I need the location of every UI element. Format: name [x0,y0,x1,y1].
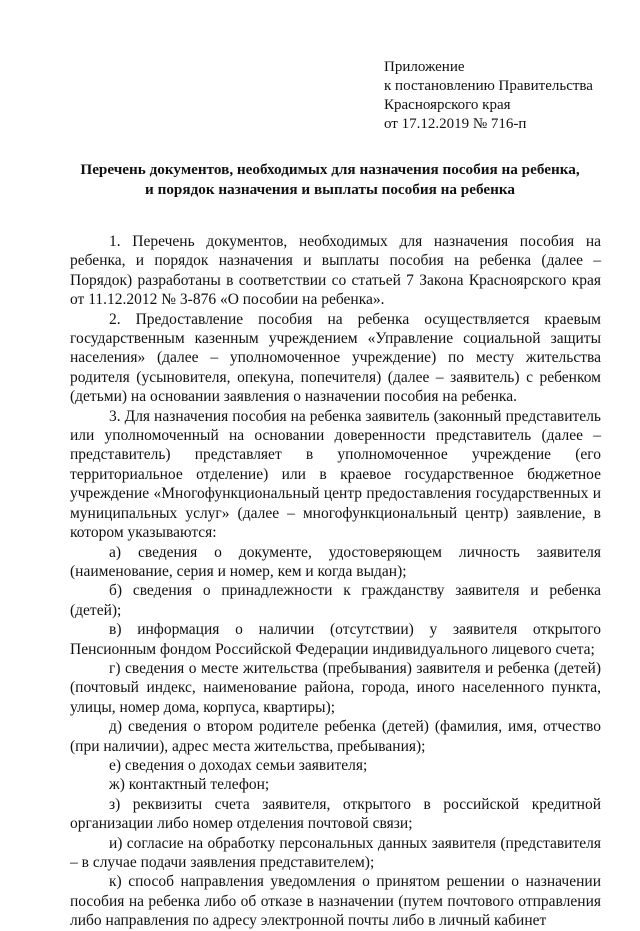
paragraph-1: 1. Перечень документов, необходимых для назначения пособия на ребенка, и порядок назначения и выплаты пособия на ребенка (далее – Порядок) разработаны в соответствии со статьей 7 Закона Красноярского края от 11.12.2012 № 3-876 «О пособии на ребенка». [70,233,601,309]
paragraph-2: 2. Предоставление пособия на ребенка осуществляется краевым государственным казенным учреждением «Управление социальной защиты населения» (далее – уполномоченное учреждение) по месту жительства родителя (усыновителя, опекуна, попечителя) (далее – заявитель) с ребенком (детьми) на основании заявления о назначении пособия на ребенка. [70,310,601,406]
list-item-d: д) сведения о втором родителе ребенка (детей) (фамилия, имя, отчество (при наличии), адрес места жительства, пребывания); [70,718,601,755]
document-body [70,232,601,931]
list-item-a: а) сведения о документе, удостоверяющем личность заявителя (наименование, серия и номер, кем и когда выдан); [70,543,601,580]
list-item-k: к) способ направления уведомления о принятом решении о назначении пособия на ребенка либо об отказе в назначении (путем почтового отправления либо направления по адресу электронной почты либо в личный кабинет [70,873,601,930]
list-item-v: в) информация о наличии (отсутствии) у заявителя открытого Пенсионным фондом Российской Федерации индивидуального лицевого счета; [70,621,601,658]
title-line: Перечень документов, необходимых для назначения пособия на ребенка, [80,161,580,178]
list-item-zh: ж) контактный телефон; [109,776,270,794]
appendix-line: от 17.12.2019 № 716-п [384,116,527,132]
appendix-header [384,58,593,134]
appendix-line: к постановлению Правительства [384,78,593,94]
title-line: и порядок назначения и выплаты пособия на ребенка [145,181,515,198]
list-item-g: г) сведения о месте жительства (пребывания) заявителя и ребенка (детей) (почтовый индекс, наименование района, города, иного населенного пункта, улицы, номер дома, корпуса, квартиры); [70,659,601,716]
paragraph-3: 3. Для назначения пособия на ребенка заявитель (законный представитель или уполномоченный на основании доверенности представитель (далее – представитель) представляет в уполномоченное учреждение (его территориальное отделение) или в краевое государственное бюджетное учреждение «Многофункциональный центр предоставления государственных и муниципальных услуг» (далее – многофункциональный центр) заявление, в котором указываются: [70,407,601,542]
appendix-line: Приложение [384,59,465,75]
list-item-b: б) сведения о принадлежности к гражданству заявителя и ребенка (детей); [70,582,601,619]
appendix-line: Красноярского края [384,97,511,113]
list-item-e: е) сведения о доходах семьи заявителя; [109,756,368,774]
list-item-i: и) согласие на обработку персональных данных заявителя (представителя – в случае подачи заявления представителем); [70,834,601,871]
document-title [40,160,620,200]
list-item-z: з) реквизиты счета заявителя, открытого в российской кредитной организации либо номер отделения почтовой связи; [70,795,601,833]
